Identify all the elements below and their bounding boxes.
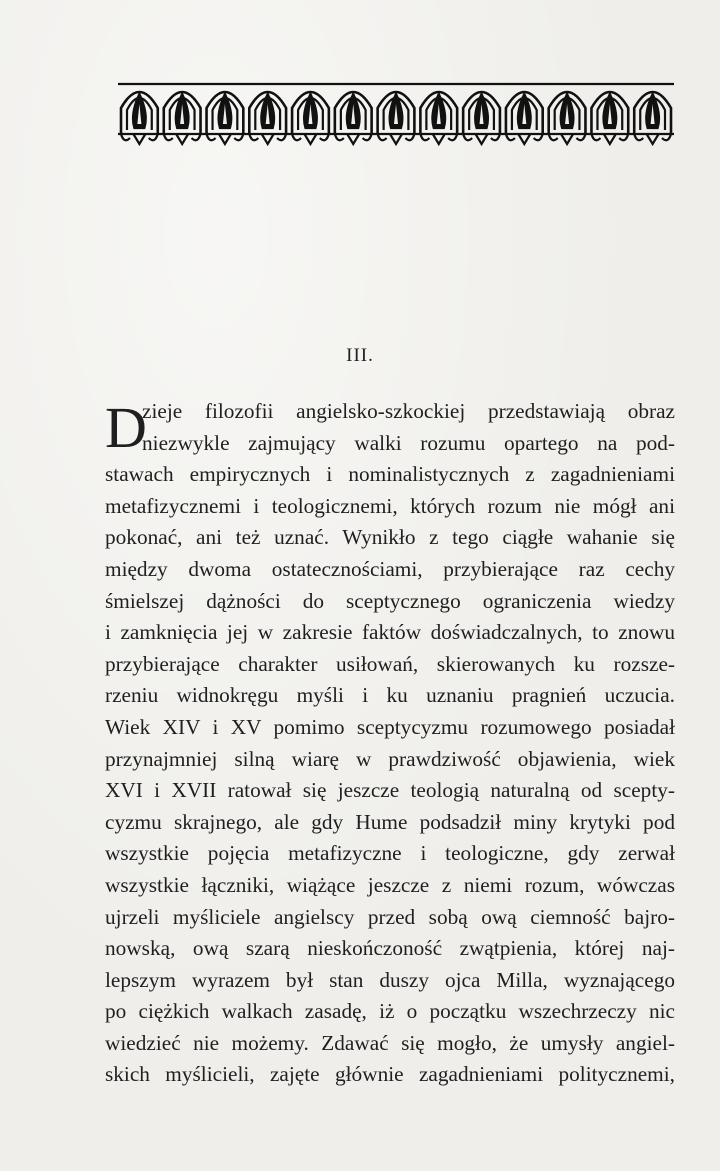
- text-line: rzeniu widnokręgu myśli i ku uznaniu pragnień uczucia.: [105, 683, 675, 708]
- text-line: skich myślicieli, zajęte głównie zagadnieniami politycznemi,: [105, 1062, 675, 1087]
- text-line: niezwykle zajmujący walki rozumu opartego na pod-: [142, 430, 675, 455]
- text-line: przynajmniej silną wiarę w prawdziwość objawienia, wiek: [105, 746, 675, 771]
- text-line: ujrzeli myśliciele angielscy przed sobą ową ciemność bajro-: [105, 904, 675, 929]
- text-line: stawach empirycznych i nominalistycznych z zagadnieniami: [105, 462, 675, 487]
- text-line: między dwoma ostatecznościami, przybierające raz cechy: [105, 556, 675, 581]
- drop-cap: D: [105, 395, 147, 460]
- text-line: i zamknięcia jej w zakresie faktów doświadczalnych, to znowu: [105, 620, 675, 645]
- text-line: po ciężkich walkach zasadę, iż o początku wszechrzeczy nic: [105, 999, 675, 1024]
- text-line: nowską, ową szarą nieskończoność zwątpienia, której naj-: [105, 936, 675, 961]
- body-text: [105, 396, 675, 1091]
- text-line: wiedzieć nie możemy. Zdawać się mogło, że umysły angiel-: [105, 1030, 675, 1055]
- text-line: pokonać, ani też uznać. Wynikło z tego ciągłe wahanie się: [105, 525, 675, 550]
- text-line: przybierające charakter usiłowań, skierowanych ku rozsze-: [105, 651, 675, 676]
- text-line: cyzmu skrajnego, ale gdy Hume podsadził miny krytyki pod: [105, 809, 675, 834]
- text-line: śmielszej dążności do sceptycznego ograniczenia wiedzy: [105, 588, 675, 613]
- text-line: lepszym wyrazem był stan duszy ojca Milla, wyznającego: [105, 967, 675, 992]
- text-line: wszystkie łączniki, wiążące jeszcze z niemi rozum, wówczas: [105, 872, 675, 897]
- text-line: metafizycznemi i teologicznemi, których rozum nie mógł ani: [105, 493, 675, 518]
- text-line: Wiek XIV i XV pomimo sceptycyzmu rozumowego posiadał: [105, 714, 675, 739]
- decorative-headpiece: [118, 78, 674, 146]
- text-line: wszystkie pojęcia metafizyczne i teologiczne, gdy zerwał: [105, 841, 675, 866]
- text-line: zieje filozofii angielsko-szkockiej przedstawiają obraz: [142, 399, 675, 423]
- text-line: XVI i XVII ratował się jeszcze teologią naturalną od scepty-: [105, 778, 675, 803]
- chapter-number: III.: [346, 345, 374, 366]
